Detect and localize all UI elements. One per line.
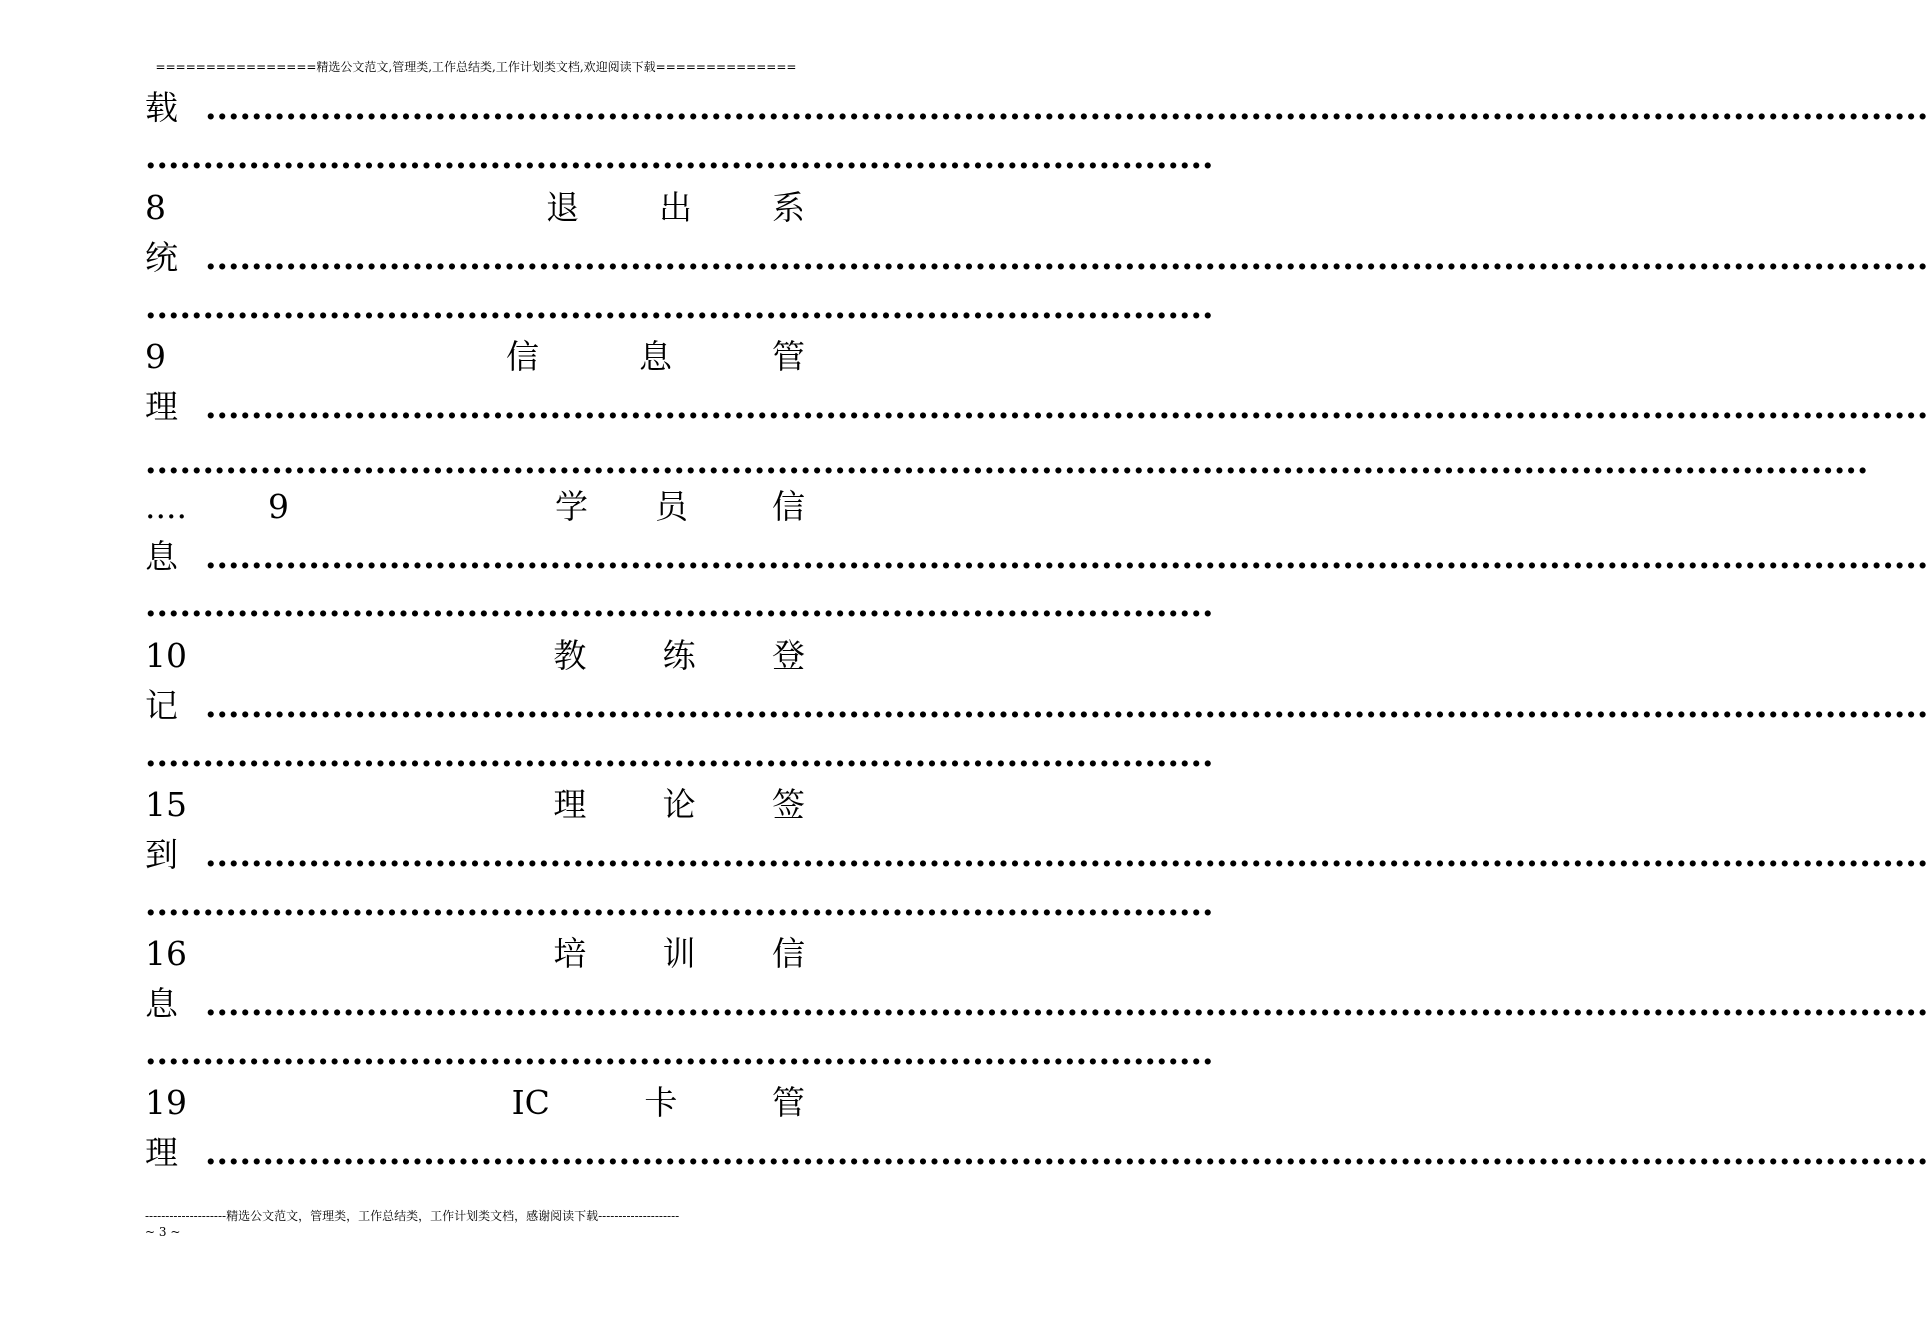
toc-entry[interactable] [145,932,805,976]
toc-entry-char: 管 [771,1083,805,1122]
toc-entry-char: 息 [639,337,672,376]
toc-entry-char: 系 [772,188,805,227]
toc-leader-dots: ...................................................................................................................................................... [145,442,1869,481]
toc-entry-number: 16 [145,934,187,973]
toc-leader-dots: ............................................................................................. [145,884,1214,923]
toc-lead-char: 理 [145,1133,178,1172]
toc-line [145,440,1869,484]
page-footer: --------------------精选公文范文，管理类，工作总结类，工作计划类文档，感谢阅读下载-------------------- [145,1209,680,1223]
toc-line [145,733,1214,777]
toc-entry-number: 8 [145,188,166,227]
toc-entry-char: 登 [771,636,805,675]
toc-line [145,684,1928,728]
toc-leader-dots: ...................................................................................................................................................... [205,537,1928,576]
toc-entry-char: 退 [546,188,579,227]
toc-lead-char: 息 [145,984,178,1023]
toc-entry-char: 出 [659,188,692,227]
toc-entry-char: 论 [662,785,696,824]
page-number: ~ 3 ~ [145,1225,181,1239]
toc-entry-char: 卡 [644,1083,678,1122]
toc-lead-char: 载 [145,88,178,127]
toc-leader-dots: ...................................................................................................................................................... [205,686,1928,725]
toc-entry-char: 信 [772,487,805,526]
toc-entry-char: 学 [555,487,588,526]
toc-entry-number: 15 [145,785,187,824]
toc-line [145,285,1214,329]
toc-entry-char: 签 [771,785,805,824]
toc-leader-dots: ............................................................................................. [145,287,1214,326]
toc-lead-char: 理 [145,387,178,426]
toc-line [145,236,1928,280]
toc-lead-char: 息 [145,537,178,576]
toc-entry-char: 训 [662,934,696,973]
toc-line [145,833,1928,877]
toc-entry-char: 教 [553,636,587,675]
toc-line [145,1031,1214,1075]
toc-entry-char: 员 [655,487,688,526]
toc-entry-number: 9 [145,337,166,376]
toc-entry-char: 信 [771,934,805,973]
toc-entry[interactable] [145,783,805,827]
toc-entry[interactable] [145,335,805,379]
toc-leader-dots: ............................................................................................. [145,137,1214,176]
toc-leader-dots: ...................................................................................................................................................... [205,387,1928,426]
toc-leader-dots: ............................................................................................. [145,585,1214,624]
table-of-contents [145,0,1928,1344]
toc-leader-dots: ...................................................................................................................................................... [205,984,1928,1023]
toc-leader-dots: .... [145,487,187,526]
toc-line [145,535,1928,579]
toc-leader-dots: ............................................................................................. [145,735,1214,774]
toc-line [145,982,1928,1026]
toc-line [145,583,1214,627]
toc-entry[interactable] [145,485,805,529]
toc-entry[interactable] [145,634,805,678]
toc-leader-dots: ...................................................................................................................................................... [205,835,1928,874]
toc-entry[interactable] [145,1081,805,1125]
page-header: ================精选公文范文,管理类,工作总结类,工作计划类文档,欢迎阅读下载============== [155,60,797,74]
toc-leader-dots: ...................................................................................................................................................... [205,1133,1928,1172]
toc-line [145,86,1928,130]
toc-leader-dots: ...................................................................................................................................................... [205,238,1928,277]
toc-leader-dots: ...................................................................................................................................................... [205,88,1928,127]
toc-entry-number: 10 [145,636,187,675]
toc-line [145,882,1214,926]
toc-entry-char: 理 [553,785,587,824]
toc-line [145,385,1928,429]
toc-entry-char: 管 [772,337,805,376]
toc-entry-char: 培 [553,934,587,973]
toc-lead-char: 统 [145,238,178,277]
toc-entry-number: 9 [268,487,289,526]
toc-entry[interactable] [145,186,805,230]
toc-entry-char: 信 [506,337,539,376]
toc-line [145,135,1214,179]
toc-entry-char: IC [511,1083,550,1122]
toc-entry-number: 19 [145,1083,187,1122]
toc-lead-char: 记 [145,686,178,725]
toc-entry-char: 练 [662,636,696,675]
toc-lead-char: 到 [145,835,178,874]
toc-line [145,1131,1928,1175]
toc-leader-dots: ............................................................................................. [145,1033,1214,1072]
